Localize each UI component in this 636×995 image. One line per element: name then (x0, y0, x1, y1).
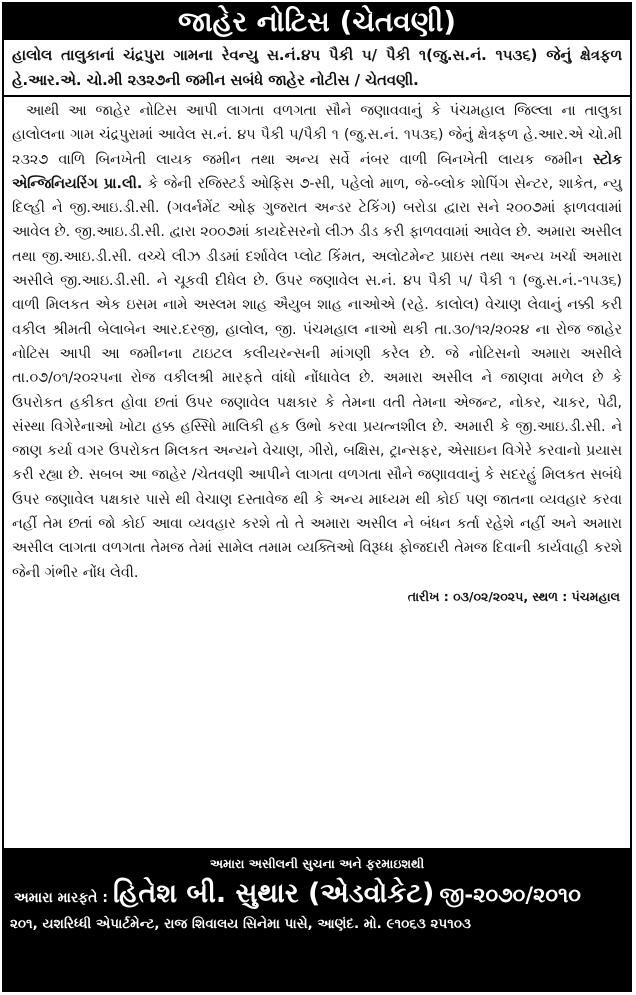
advocate-line (4, 878, 630, 910)
public-notice (2, 2, 632, 992)
notice-title: જાહેર નોટિસ (ચેતવણી) (4, 4, 630, 40)
date-place-line: તારીખ : ૦૩/૦૨/૨૦૨૫, સ્થળ : પંચમહાલ (407, 588, 620, 604)
through-prefix: અમારા મારફતે : (14, 890, 108, 906)
advocate-address: ૨૦૧, યશરિધ્ધી એપાર્ટમેન્ટ, રાજ શિવાલય સિનેમા પાસે, આણંદ. મો. ૯૧૦૬૩ ૨૫૧૦૩ (10, 916, 472, 932)
registration-number: જી-૨૦૭૦/૨૦૧૦ (439, 883, 581, 907)
notice-subject: હાલોલ તાલુકાનાં ચંદ્રપુરા ગામના રેવન્યુ સ.નં.૪૫ પૈકી ૫/ પૈકી ૧(જુ.સ.નં. ૧૫૩૬) જેનું ક્ષેત્રફળ હે.આર.એ. ચો.મી ૨૩૨૭ની જમીન સબંધે જાહેર નોટીસ / ચેતવણી. (4, 40, 630, 97)
advocate-footer (4, 848, 630, 990)
notice-body-part1: આથી આ જાહેર નોટિસ આપી લાગતા વળગતા સૌને જણાવવાનું કે પંચમહાલ જિલ્લા ના તાલુકા હાલોલના ગામ ચંદ્રપુરામાં આવેલ સ.નં. ૪૫ પૈકી ૫/પૈકી ૧ (જુ.સ.નં. ૧૫૩૬) જેનું ક્ષેત્રફળ હે.આર.એ ચો.મી ૨૩૨૭ વાળિ બિનખેતી લાયક જમીન તથા અન્ય સર્વે નંબર વાળી બિનખેતી લાયક જમીન (12, 103, 622, 168)
notice-body (4, 97, 630, 585)
company-name: સ્ટોક એન્જિનિયરિંગ પ્રા.લી. (12, 151, 622, 192)
client-instruction: અમારા અસીલની સુચના અને ફરમાઇશથી (209, 856, 425, 871)
notice-body-part2: કે જેની રજિસ્ટર્ડ ઓફિસ ૭-સી, પહેલો માળ, જે-બ્લોક શોપિંગ સેન્ટર, શાકેત, ન્યુ દિલ્હી ને જી.આઇ.ડી.સી. (ગવર્નમેંટ ઓફ ગુજરાત અન્ડર ટેકિંગ) બરોડા દ્વારા સને ૨૦૦૭માં ફાળવવામાં આવેલ છે. જી.આઇ.ડી.સી. દ્વારા ૨૦૦૭માં કાયદેસરનો લીઝ ડીડ કરી ફાળવવામાં આવેલ છે. અમારા અસીલ તથા જી.આઇ.ડી.સી. વચ્ચે લીઝ ડીડમાં દર્શાવેલ પ્લોટ કિંમત, અલોટમેન્ટ પ્રાઇસ તથા અન્ય ખર્ચા અમારા અસીલે જી.આઇ.ડી.સી. ને ચૂકવી દીધેલ છે. ઉપર જણાવેલ સ.નં. ૪૫ પૈકી ૫/ પૈકી ૧ (જુ.સ.નં.-૧૫૩૬) વાળી મિલકત એક ઇસમ નામે અસ્લમ શાહ ઐયુબ શાહ નાઓએ (રહે. કાલોલ) વેચાણ લેવાનું નક્કી કરી વકીલ શ્રીમતી બેલાબેન આર.દરજી, હાલોલ, જી. પંચમહાલ નાઓ થકી તા.૩૦/૧૨/૨૦૨૪ ના રોજ જાહેર નોટિસ આપી આ જમીનના ટાઇટલ કલીયરન્સની માંગણી કરેલ છે. જે નોટિસનો અમારા અસીલે તા.૦૭/૦૧/૨૦૨૫ના રોજ વકીલશ્રી મારફતે વાંધો નોંધાવેલ છે. અમારા અસીલ ને જાણવા મળેલ છે કે ઉપરોકત હકીકત હોવા છતાં ઉપર જણાવેલ પક્ષકાર કે તેમના વતી તેમના એજન્ટ, નોકર, ચાકર, પેઢી, સંસ્થા વિગેરેનાઓ ખોટા હક્ક હસ્સિો માલિકી હક ઉભો કરવા પ્રયત્નશીલ છે. અમારી કે જી.આઇ.ડી.સી. ને જાણ કર્યા વગર ઉપરોકત મિલકત અન્યને વેચાણ, ગીરો, બક્ષિસ, ટ્રાન્સફર, એસાઇન વિગેરે કરવાનો પ્રયાસ કરી રહ્યા છે. સબબ આ જાહેર /ચેતવણી આપીને લાગતા વળગતા સૌને જણાવવાનું કે સદરહું મિલકત સબંધે ઉપર જણાવેલ પક્ષકાર પાસે થી વેચાણ દસ્તાવેજ થી કે અન્ય માધ્યમ થી કોઈ પણ જાતના વ્યવહાર કરવા નહીં તેમ છતાં જો કોઈ આવા વ્યવહાર કરશે તો તે અમારા અસીલ ને બંધન કર્તા રહેશે નહીં અને અમારા અસીલ લાગતા વળગતા તેમજ તેમાં સામેલ તમામ વ્યક્તિઓ વિરૂધ્ધ ફોજદારી તેમજ દિવાની કાર્યવાહી કરશે જેની ગંભીર નોંધ લેવી. (12, 175, 623, 581)
advocate-name: હિતેશ બી. સુથાર (એડવોકેટ) (113, 878, 435, 909)
